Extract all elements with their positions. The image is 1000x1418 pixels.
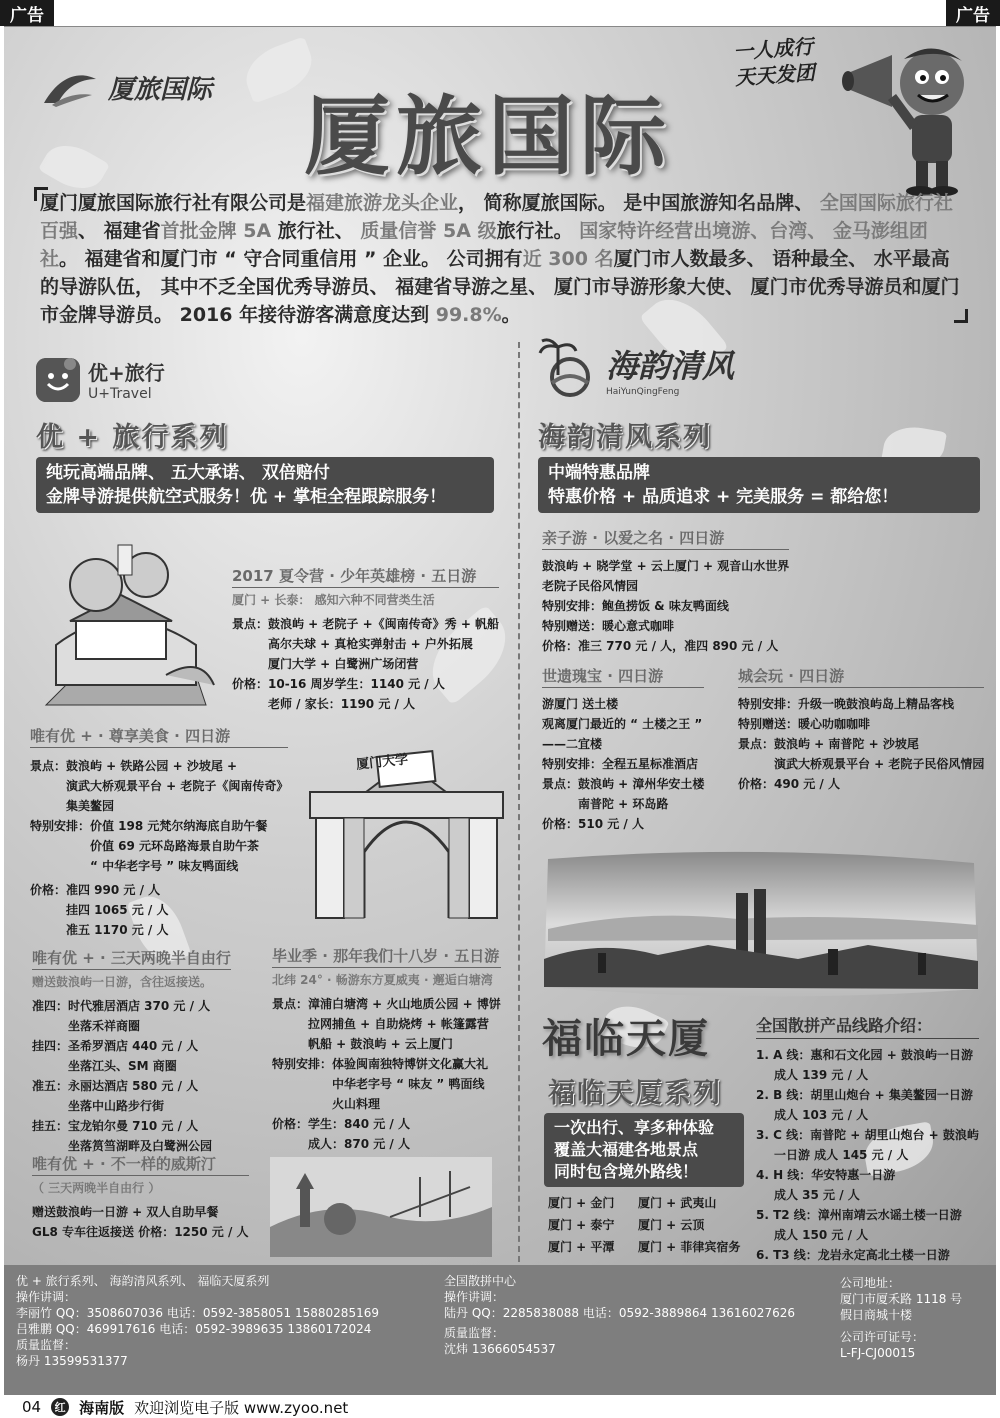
footer-address: 厦门市厦禾路 1118 号	[840, 1292, 963, 1306]
route-subtitle: 厦门 + 长泰： 感知六种不同营类生活	[232, 593, 435, 607]
route-title: 亲子游 · 以爱之名 · 四日游	[542, 527, 789, 550]
edition-name: 海南版	[79, 1398, 125, 1417]
route-price: 价格：10-16 周岁学生：1140 元 / 人	[232, 677, 445, 691]
contact-footer	[4, 1265, 996, 1395]
route-line: 特别赠送：暖心叻咖咖啡	[738, 717, 871, 731]
haiyun-brand-name: 海韵清风	[606, 347, 735, 385]
xiamen-landscape-illustration	[270, 1157, 492, 1257]
footer-contact: 杨丹 13599531377	[16, 1354, 128, 1368]
footer-col-series	[16, 1273, 379, 1369]
route-price: 准五 1170 元 / 人	[66, 923, 169, 937]
route-line: ——二宜楼	[542, 737, 603, 751]
intro-text: ， 简称厦旅国际。 是中国旅游知名品牌、	[458, 192, 814, 214]
route-haiyun-heritage	[542, 665, 704, 834]
uplus-brand-en: U+Travel	[88, 386, 152, 402]
national-price: 成人 150 元 / 人	[774, 1228, 869, 1242]
route-line: 鼓浪屿 + 晓学堂 + 云上厦门 + 观音山水世界	[542, 559, 790, 573]
national-line: 5. T2 线：漳州南靖云水谣土楼一日游	[756, 1208, 962, 1222]
route-line: 景点：鼓浪屿 + 漳州华安土楼	[542, 777, 705, 791]
route-line: 帆船 + 鼓浪屿 + 云上厦门	[308, 1037, 453, 1051]
footer-contact: 陆丹 QQ：2285838088 电话：0592-3889864 13616027626	[444, 1306, 795, 1320]
footer-line: 公司许可证号：	[840, 1330, 925, 1344]
page-number: 04	[22, 1398, 42, 1416]
edition-badge-icon: 红	[51, 1398, 69, 1416]
route-line: “ 中华老字号 ” 味友鸭面线	[90, 859, 239, 873]
route-title: 毕业季 · 那年我们十八岁 · 五日游	[272, 945, 501, 968]
route-subtitle: （ 三天两晚半自由行 ）	[32, 1181, 161, 1195]
national-price: 成人 103 元 / 人	[774, 1108, 869, 1122]
intro-highlight: 首批金牌 5A	[160, 220, 272, 242]
route-price: 价格：准四 990 元 / 人	[30, 883, 161, 897]
promo-line: 同时包含境外路线！	[554, 1162, 699, 1181]
route-price: 价格：490 元 / 人	[738, 777, 840, 791]
route-line: 特别安排：升级一晚鼓浪屿岛上精品客栈	[738, 697, 955, 711]
route-title: 2017 夏令营 · 少年英雄榜 · 五日游	[232, 565, 499, 588]
footer-contact: 沈炜 13666054537	[444, 1342, 556, 1356]
route-line: 中华老字号 “ 味友 ” 鸭面线	[332, 1077, 485, 1091]
route-price: 成人：870 元 / 人	[308, 1137, 410, 1151]
fulin-route: 厦门 + 菲律宾宿务	[638, 1240, 741, 1254]
gulangyu-illustration	[26, 535, 216, 710]
footer-col-company	[840, 1275, 962, 1361]
route-line: 特别赠送：暖心意式咖啡	[542, 619, 675, 633]
route-line: 挂四：圣希罗酒店 440 元 / 人	[32, 1039, 199, 1053]
footer-line: 操作讲调：	[16, 1290, 77, 1304]
route-line: 厦门大学 + 白鹭洲广场闭营	[268, 657, 419, 671]
route-price: 价格：510 元 / 人	[542, 817, 644, 831]
intro-text: 厦门市人数最多、 语种最全、 水平最高的导游队伍， 其中不乏全国优秀导游员、 福建省导游之星、 厦门市导游形象大使、 厦门市优秀导游员和厦门市金牌导游员。 2016 年接待游客满意度达到	[40, 248, 960, 326]
intro-highlight: 全国国际旅行社百强	[40, 192, 953, 242]
national-lines-title: 全国散拼产品线路介绍：	[756, 1013, 979, 1039]
logo-text: 厦旅国际	[108, 75, 213, 105]
route-price: GL8 专车往返接送 价格：1250 元 / 人	[32, 1225, 249, 1239]
haiyun-brand	[538, 339, 734, 399]
page-bottom-bar	[0, 1396, 1000, 1418]
route-title: 唯有优 + · 尊享美食 · 四日游	[30, 725, 288, 748]
route-line: 景点：鼓浪屿 + 南普陀 + 沙坡尾	[738, 737, 919, 751]
slogan	[732, 31, 845, 91]
route-haiyun-family	[542, 527, 789, 656]
route-uplus-food	[30, 725, 288, 940]
route-uplus-freetour	[32, 947, 231, 1156]
promo-line: 金牌导游提供航空式服务！优 + 掌柜全程跟踪服务！	[46, 487, 447, 507]
route-line: 游厦门 送土楼	[542, 697, 619, 711]
national-line: 6. T3 线：龙岩永定高北土楼一日游	[756, 1248, 950, 1262]
bracket-decoration	[954, 309, 968, 323]
route-line: 特别安排：鲍鱼捞饭 & 味友鸭面线	[542, 599, 729, 613]
national-line: 4. H 线：华安特惠一日游	[756, 1168, 896, 1182]
xiamen-skyline-photo	[538, 849, 984, 999]
uplus-series-title: 优 + 旅行系列	[36, 422, 229, 453]
route-line: 准四：时代雅居酒店 370 元 / 人	[32, 999, 211, 1013]
footer-address: 假日商城十楼	[840, 1308, 913, 1322]
uplus-smile-icon	[36, 358, 80, 402]
footer-contact: 吕雅鹏 QQ：469917616 电话：0592-3989635 13860172024	[16, 1322, 372, 1336]
route-line: 赠送鼓浪屿一日游 + 双人自助早餐	[32, 1205, 219, 1219]
route-price: 挂四 1065 元 / 人	[66, 903, 169, 917]
route-line: 景点：鼓浪屿 + 铁路公园 + 沙坡尾 +	[30, 759, 238, 773]
promo-line: 覆盖大福建各地景点	[554, 1140, 699, 1159]
mascot-megaphone-icon	[844, 37, 984, 197]
route-uplus-westin	[32, 1153, 249, 1242]
national-price: 成人 35 元 / 人	[774, 1188, 860, 1202]
intro-text: 厦门厦旅国际旅行社有限公司是	[40, 192, 307, 214]
intro-highlight: 近 300 名	[522, 248, 614, 270]
national-price: 一日游 成人 145 元 / 人	[774, 1148, 909, 1162]
promo-line: 一次出行、享多种体验	[554, 1118, 715, 1137]
haiyun-promo-bar	[538, 457, 980, 513]
fulin-route: 厦门 + 金门	[548, 1196, 615, 1210]
fulin-series-title: 福临天厦系列	[548, 1078, 722, 1109]
intro-highlight: 99.8%	[435, 304, 502, 326]
route-line: 准五：永丽达酒店 580 元 / 人	[32, 1079, 199, 1093]
route-line: 拉网捕鱼 + 自助烧烤 + 帐篷露营	[308, 1017, 489, 1031]
national-line: 1. A 线：惠和石文化园 + 鼓浪屿一日游	[756, 1048, 973, 1062]
route-subtitle: 赠送鼓浪屿一日游，含往返接送。	[32, 975, 213, 989]
route-title: 城会玩 · 四日游	[738, 665, 984, 688]
slogan-line: 一人成行	[732, 34, 814, 64]
uplus-brand-name: 优+旅行	[88, 361, 165, 385]
route-price: 老师 / 家长：1190 元 / 人	[268, 697, 416, 711]
route-line: 坐落中山路步行街	[68, 1099, 165, 1113]
national-lines	[756, 1013, 979, 1285]
footer-line: 优 + 旅行系列、 海韵清风系列、 福临天厦系列	[16, 1274, 270, 1288]
xialv-logo-icon	[40, 69, 100, 109]
intro-text: 、 福建省	[78, 220, 161, 242]
route-line: 特别安排：全程五星标准酒店	[542, 757, 699, 771]
route-line: 演武大桥观景平台 + 老院子《闽南传奇》	[66, 779, 289, 793]
route-line: 特别安排：体验闽南独特博饼文化赢大礼	[272, 1057, 489, 1071]
route-line: 坐落筼筜湖畔及白鹭洲公园	[68, 1139, 213, 1153]
fulin-promo-bar	[544, 1113, 744, 1187]
uplus-promo-bar	[36, 457, 494, 513]
route-title: 唯有优 + · 三天两晚半自由行	[32, 947, 231, 970]
palm-wave-icon	[538, 339, 598, 399]
footer-col-national	[444, 1273, 795, 1357]
route-title: 唯有优 + · 不一样的威斯汀	[32, 1153, 249, 1176]
route-subtitle: 北纬 24° · 畅游东方夏威夷 · 邂逅白塘湾	[272, 973, 493, 987]
haiyun-brand-en: HaiYunQingFeng	[606, 387, 680, 397]
ad-label-left: 广告	[0, 0, 54, 26]
route-price: 价格：学生：840 元 / 人	[272, 1117, 410, 1131]
promo-line: 纯玩高端品牌、 五大承诺、 双倍赔付	[46, 463, 330, 483]
route-line: 特别安排：价值 198 元梵尔纳海底自助午餐	[30, 819, 268, 833]
intro-highlight: 国家特许经营出境游、台湾、 金马澎组团社	[40, 220, 928, 270]
poster	[4, 26, 996, 1265]
route-line: 价值 69 元环岛路海景自助午茶	[90, 839, 260, 853]
national-price: 成人 139 元 / 人	[774, 1068, 869, 1082]
footer-license: L-FJ-CJ00015	[840, 1346, 916, 1360]
route-line: 景点：鼓浪屿 + 老院子 +《闽南传奇》秀 + 帆船	[232, 617, 500, 631]
fulin-route: 厦门 + 云顶	[638, 1218, 705, 1232]
footer-line: 质量监督：	[16, 1338, 77, 1352]
route-line: 观离厦门最近的 “ 土楼之王 ”	[542, 717, 703, 731]
ad-label-right: 广告	[946, 0, 1000, 26]
route-line: 坐落江头、SM 商圈	[68, 1059, 177, 1073]
route-line: 坐落禾祥商圈	[68, 1019, 141, 1033]
hero-title: 厦旅国际	[304, 86, 672, 187]
fulin-routes-grid	[548, 1193, 748, 1257]
route-uplus-graduation	[272, 945, 501, 1154]
national-line: 3. C 线：南普陀 + 胡里山炮台 + 鼓浪屿	[756, 1128, 979, 1142]
footer-line: 全国散拼中心	[444, 1274, 517, 1288]
route-line: 集美鳌园	[66, 799, 115, 813]
intro-highlight: 质量信誉 5A 级	[360, 220, 497, 242]
route-haiyun-citytour	[738, 665, 984, 794]
intro-paragraph	[40, 189, 965, 329]
intro-text: 。	[501, 304, 521, 326]
intro-highlight: 福建旅游龙头企业	[306, 192, 459, 214]
route-line: 高尔夫球 + 真枪实弹射击 + 户外拓展	[268, 637, 473, 651]
haiyun-series-title: 海韵清风系列	[538, 422, 712, 453]
slogan-line: 天天发团	[734, 60, 816, 90]
intro-text: 旅行社。	[496, 220, 580, 242]
route-line: 景点：漳浦白塘湾 + 火山地质公园 + 博饼	[272, 997, 501, 1011]
route-title: 世遗瑰宝 · 四日游	[542, 665, 704, 688]
fulin-route: 厦门 + 泰宁	[548, 1218, 615, 1232]
intro-text: 旅行社、	[271, 220, 361, 242]
fulin-route: 厦门 + 平潭	[548, 1240, 615, 1254]
footer-line: 公司地址：	[840, 1276, 901, 1290]
intro-text: 。 福建省和厦门市 “ 守合同重信用 ” 企业。 公司拥有	[59, 248, 523, 270]
footer-line: 质量监督：	[444, 1326, 505, 1340]
route-line: 演武大桥观景平台 + 老院子民俗风情园	[774, 757, 985, 771]
route-line: 南普陀 + 环岛路	[578, 797, 669, 811]
footer-line: 操作讲调：	[444, 1290, 505, 1304]
promo-line: 特惠价格 + 品质追求 + 完美服务 = 都给您！	[548, 487, 899, 507]
national-line: 2. B 线：胡里山炮台 + 集美鳌园一日游	[756, 1088, 973, 1102]
column-divider	[518, 342, 520, 1262]
gate-label: 厦门大学	[355, 752, 409, 773]
promo-line: 中端特惠品牌	[548, 463, 650, 483]
footer-contact: 李丽竹 QQ：3508607036 电话：0592-3858051 15880285169	[16, 1306, 379, 1320]
route-line: 火山料理	[332, 1097, 381, 1111]
fulin-brand-art: 福临天厦	[542, 1015, 710, 1062]
route-uplus-summer	[232, 565, 499, 714]
route-line: 挂五：宝龙铂尔曼 710 元 / 人	[32, 1119, 199, 1133]
route-price: 价格：准三 770 元 / 人，准四 890 元 / 人	[542, 639, 779, 653]
route-line: 老院子民俗风情园	[542, 579, 639, 593]
website-note[interactable]: 欢迎浏览电子版 www.zyoo.net	[134, 1398, 349, 1417]
fulin-route: 厦门 + 武夷山	[638, 1196, 717, 1210]
uplus-brand	[36, 357, 165, 402]
